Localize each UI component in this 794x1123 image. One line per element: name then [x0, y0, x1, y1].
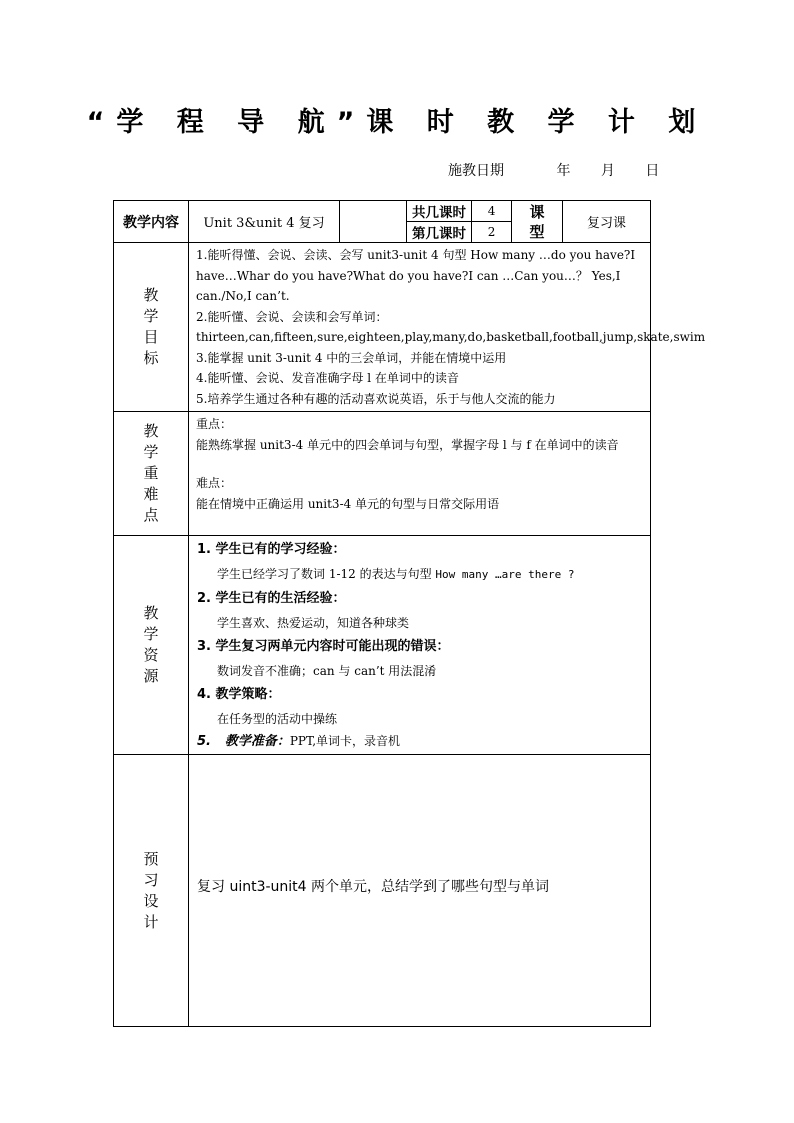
date-label: 施教日期 [448, 163, 504, 179]
label-char: 目 [143, 328, 159, 346]
resource-text: PPT,单词卡，录音机 [289, 734, 401, 748]
resources-content [189, 536, 651, 755]
resource-text: 学生已经学习了数词 1-12 的表达与句型 [217, 567, 436, 581]
preview-label [114, 755, 189, 1027]
key-text: 能熟练掌握 unit3-4 单元中的四会单词与句型，掌握字母 l 与 f 在单词中的读音 [196, 437, 619, 452]
key-points-label [114, 412, 189, 536]
lesson-plan-table [113, 200, 706, 1027]
resource-num: 5. [197, 734, 211, 749]
page-title: “学 程 导 航”课 时 教 学 计 划 [86, 107, 708, 138]
label-char: 学 [143, 307, 159, 325]
label-char: 标 [143, 349, 159, 367]
label-char: 学 [143, 443, 159, 461]
resource-num: 1. [197, 542, 211, 557]
label-char: 资 [143, 646, 159, 664]
resource-item-text: 在任务型的活动中操练 [217, 712, 338, 726]
resource-title: 学生复习两单元内容时可能出现的错误： [215, 639, 450, 654]
type-label-2: 型 [529, 222, 545, 241]
label-char: 计 [143, 912, 159, 931]
preview-content: 复习 uint3-unit4 两个单元，总结学到了哪些句型与单词 [189, 755, 651, 1027]
resource-num: 3. [197, 639, 211, 654]
label-char: 教 [143, 286, 159, 304]
resource-item-title [197, 635, 644, 659]
objective-item: 4.能听懂、会说、发音准确字母 l 在单词中的读音 [196, 371, 459, 385]
objective-item: 2.能听懂、会说、会读和会写单词：thirteen,can,fifteen,sure,eighteen,play,many,do,basketball,football,jump,skate,swim [196, 309, 706, 344]
label-char: 教 [143, 422, 159, 440]
label-char: 难 [143, 485, 159, 503]
content-value: Unit 3&unit 4 复习 [189, 201, 340, 243]
type-label [512, 201, 563, 243]
objectives-label [114, 243, 189, 412]
resource-num: 2. [197, 591, 211, 606]
resources-label [114, 536, 189, 755]
difficulty-title: 难点： [196, 476, 233, 490]
label-char: 教 [143, 604, 159, 622]
date-day: 日 [645, 163, 660, 179]
resource-item-text [197, 562, 644, 587]
total-lessons-value: 4 [472, 201, 512, 222]
resource-num: 4. [197, 687, 211, 702]
resource-title: 教学策略： [215, 687, 281, 702]
objective-item: 1.能听得懂、会说、会读、会写 unit3-unit 4 句型 How many …do you have?I have…Whar do you have?What do you have?I can …Can you…？ Yes,I can./No,I can’t. [196, 248, 636, 303]
date-year: 年 [556, 163, 571, 179]
resource-text-en: How many …are there ? [435, 568, 575, 581]
difficulty-text: 能在情境中正确运用 unit3-4 单元的句型与日常交际用语 [196, 496, 500, 511]
resource-title: 教学准备： [224, 734, 290, 749]
resource-item-title [197, 683, 644, 707]
objectives-content [189, 243, 706, 412]
date-month: 月 [600, 163, 615, 179]
resource-item-title [197, 587, 644, 611]
label-char: 源 [143, 667, 159, 685]
label-char: 重 [143, 464, 159, 482]
type-value: 复习课 [563, 201, 651, 243]
label-char: 习 [143, 870, 159, 889]
key-title: 重点： [196, 417, 233, 431]
objective-item: 5.培养学生通过各种有趣的活动喜欢说英语，乐于与他人交流的能力 [196, 391, 556, 406]
label-char: 学 [143, 625, 159, 643]
objective-item: 3.能掌握 unit 3-unit 4 中的三会单词，并能在情境中运用 [196, 350, 507, 365]
date-line [448, 160, 659, 180]
resource-title: 学生已有的学习经验： [215, 542, 346, 557]
resource-title: 学生已有的生活经验： [215, 591, 346, 606]
resource-item-text: 数词发音不准确；can 与 can’t 用法混淆 [217, 664, 437, 678]
resource-item-5 [197, 731, 644, 752]
resource-item-text: 学生喜欢、热爱运动，知道各种球类 [217, 616, 410, 630]
key-points-content [189, 412, 651, 536]
label-char: 设 [143, 891, 159, 910]
current-lesson-value: 2 [472, 222, 512, 243]
type-label-1: 课 [529, 202, 545, 221]
content-label: 教学内容 [114, 201, 189, 243]
resource-item-title [197, 538, 644, 562]
current-lesson-label: 第几课时 [407, 222, 472, 243]
label-char: 预 [143, 849, 159, 868]
label-char: 点 [143, 506, 159, 524]
total-lessons-label: 共几课时 [407, 201, 472, 222]
